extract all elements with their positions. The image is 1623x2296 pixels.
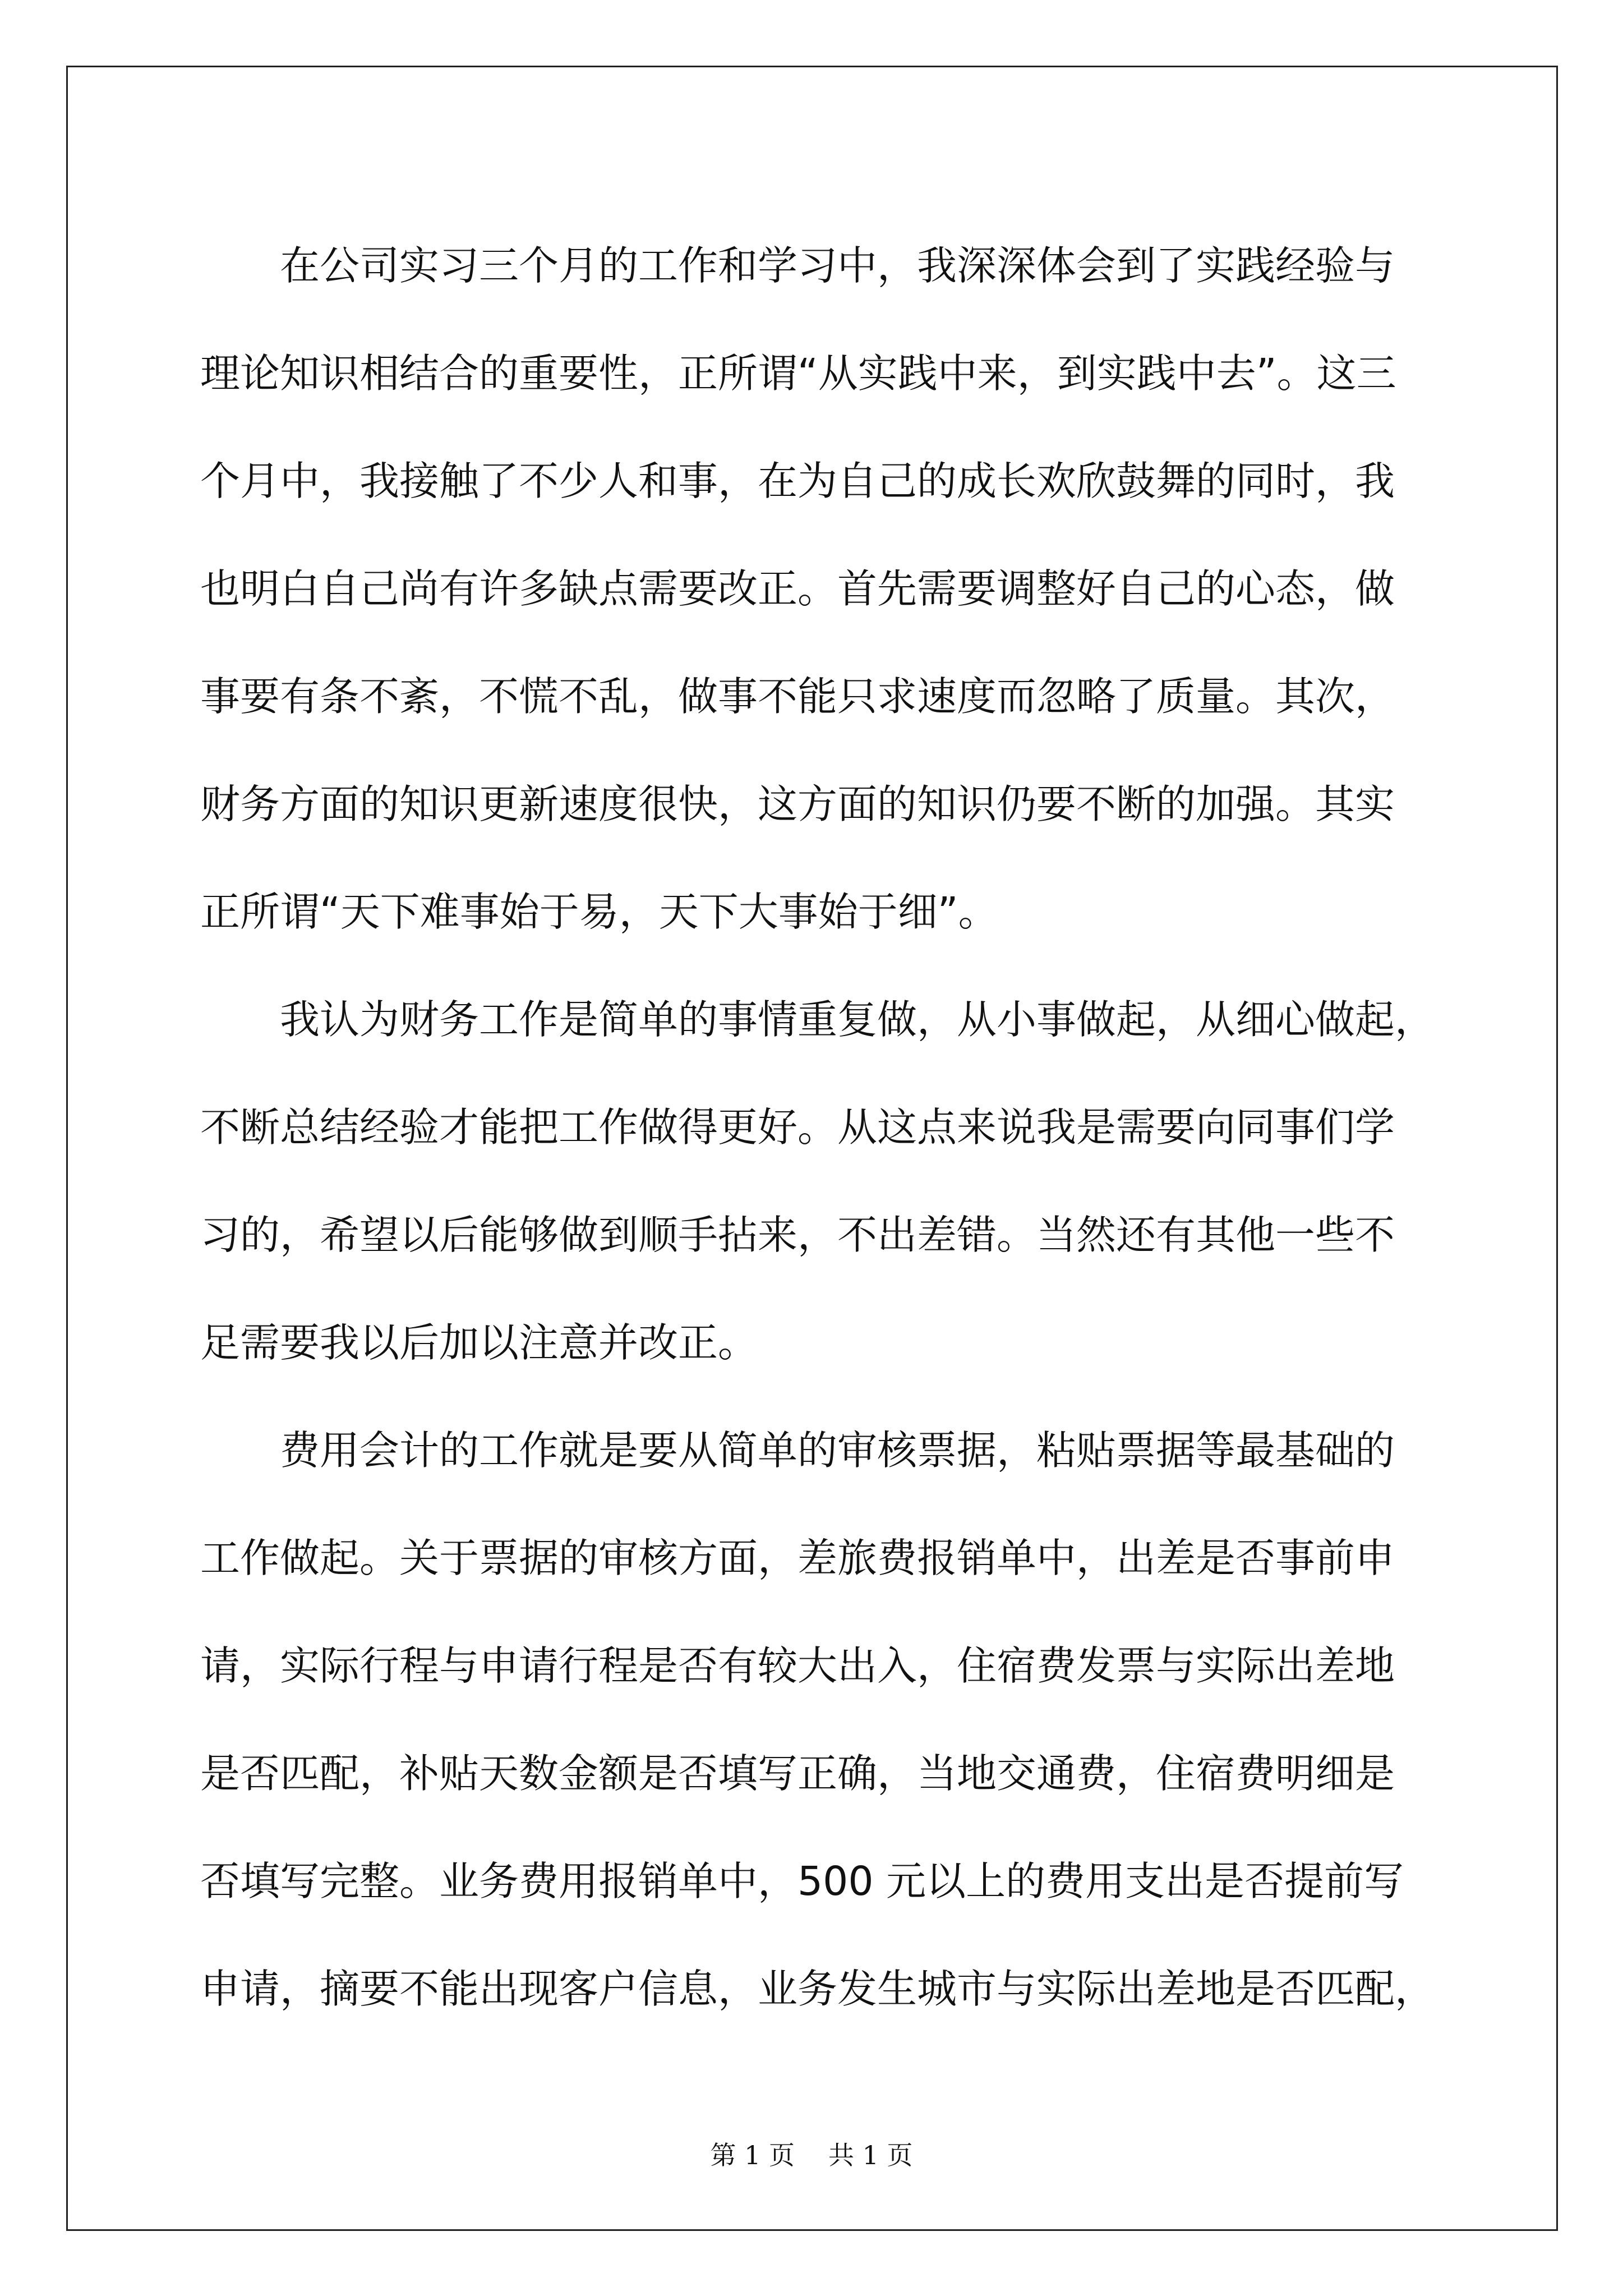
text-line: 习的，希望以后能够做到顺手拈来，不出差错。当然还有其他一些不 <box>200 1212 1395 1258</box>
text-line: 是否匹配，补贴天数金额是否填写正确，当地交通费，住宿费明细是 <box>200 1750 1395 1797</box>
text-line: 也明白自己尚有许多缺点需要改正。首先需要调整好自己的心态，做 <box>200 565 1395 612</box>
text-line: 财务方面的知识更新速度很快，这方面的知识仍要不断的加强。其实 <box>200 781 1395 827</box>
page-number: 第 1 页 <box>710 2140 795 2170</box>
text-line: 不断总结经验才能把工作做得更好。从这点来说我是需要向同事们学 <box>200 1104 1395 1151</box>
page-total: 共 1 页 <box>828 2140 913 2170</box>
text-line: 请，实际行程与申请行程是否有较大出入，住宿费发票与实际出差地 <box>200 1642 1395 1689</box>
page-footer <box>0 2138 1623 2172</box>
text-line: 工作做起。关于票据的审核方面，差旅费报销单中，出差是否事前申 <box>200 1535 1395 1581</box>
text-line: 理论知识相结合的重要性，正所谓“从实践中来，到实践中去”。这三 <box>200 350 1396 397</box>
text-line: 足需要我以后加以注意并改正。 <box>200 1319 758 1366</box>
text-line: 正所谓“天下难事始于易，天下大事始于细”。 <box>200 889 998 935</box>
text-line: 否填写完整。业务费用报销单中，500 元以上的费用支出是否提前写 <box>200 1858 1404 1904</box>
text-line: 个月中，我接触了不少人和事，在为自己的成长欢欣鼓舞的同时，我 <box>200 458 1395 504</box>
text-line: 费用会计的工作就是要从简单的审核票据，粘贴票据等最基础的 <box>280 1427 1395 1474</box>
text-line: 我认为财务工作是简单的事情重复做，从小事做起，从细心做起， <box>280 996 1435 1043</box>
text-line: 事要有条不紊，不慌不乱，做事不能只求速度而忽略了质量。其次， <box>200 673 1395 720</box>
text-line: 在公司实习三个月的工作和学习中，我深深体会到了实践经验与 <box>280 242 1395 289</box>
document-body <box>200 212 1435 2043</box>
text-line: 申请，摘要不能出现客户信息，业务发生城市与实际出差地是否匹配， <box>200 1966 1435 2012</box>
